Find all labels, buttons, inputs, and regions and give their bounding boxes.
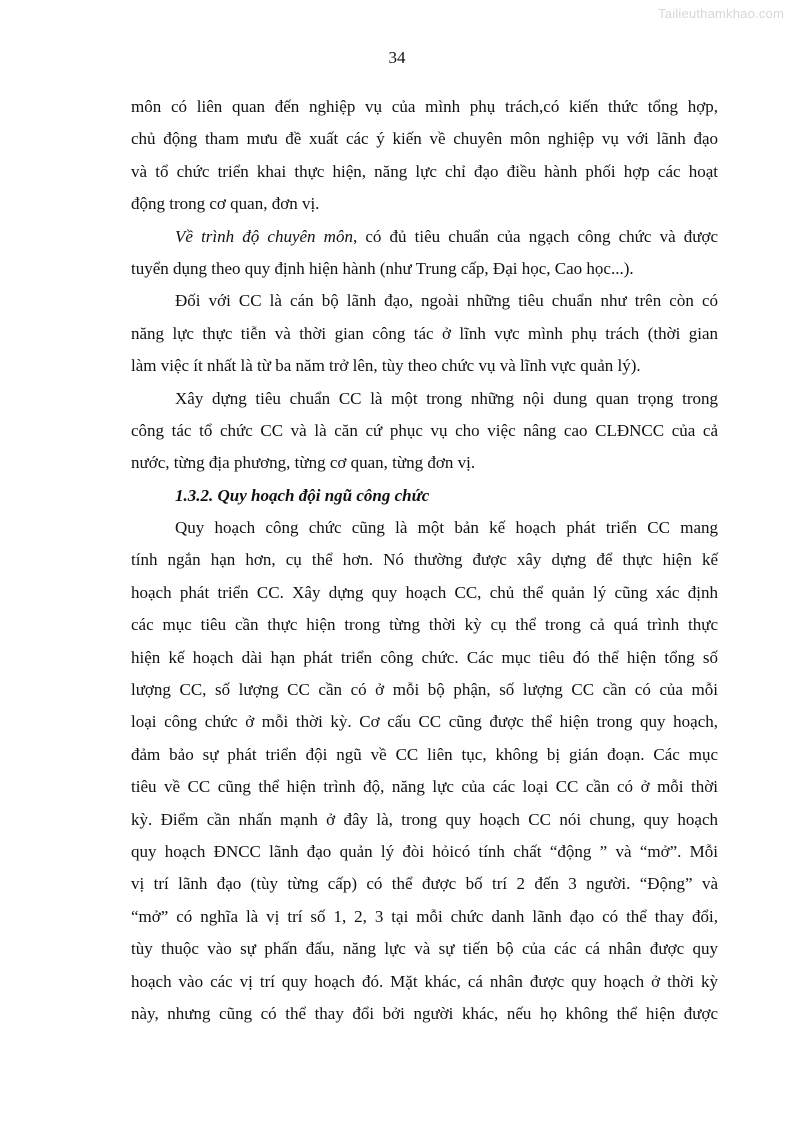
text-line: chủ động tham mưu đề xuất các ý kiến về chuyên môn nghiệp vụ với lãnh đạo xyxy=(131,129,718,149)
paragraph xyxy=(131,383,718,480)
text-line: Đối với CC là cán bộ lãnh đạo, ngoài những tiêu chuẩn như trên còn có xyxy=(175,291,718,311)
text-line: kỳ. Điểm cần nhấn mạnh ở đây là, trong quy hoạch CC nói chung, quy hoạch xyxy=(131,809,718,829)
text-line: làm việc ít nhất là từ ba năm trở lên, tùy theo chức vụ và lĩnh vực quản lý). xyxy=(131,356,641,376)
text-fragment: , có đủ tiêu chuẩn của ngạch công chức và được xyxy=(352,226,718,246)
text-line: công tác tổ chức CC và là căn cứ phục vụ cho việc nâng cao CLĐNCC của cả xyxy=(131,420,718,440)
text-line: tính ngắn hạn hơn, cụ thể hơn. Nó thường được xây dựng để thực hiện kế xyxy=(131,550,718,570)
text-line: hoạch phát triển CC. Xây dựng quy hoạch CC, chủ thể quản lý cũng xác định xyxy=(131,582,718,602)
text-line: lượng CC, số lượng CC cần có ở mỗi bộ phận, số lượng CC cần có của mỗi xyxy=(131,680,718,700)
text-line: năng lực thực tiễn và thời gian công tác ở lĩnh vực mình phụ trách (thời gian xyxy=(131,323,718,343)
paragraph xyxy=(131,91,718,221)
watermark: Tailieuthamkhao.com xyxy=(658,6,784,21)
text-line: tuyển dụng theo quy định hiện hành (như Trung cấp, Đại học, Cao học...). xyxy=(131,258,634,278)
text-line: các mục tiêu cần thực hiện trong từng thời kỳ cụ thể trong cả quá trình thực xyxy=(131,615,718,635)
text-line: “mở” có nghĩa là vị trí số 1, 2, 3 tại mỗi chức danh lãnh đạo có thể thay đổi, xyxy=(131,906,718,926)
text-line: Quy hoạch công chức cũng là một bản kế hoạch phát triển CC mang xyxy=(175,518,718,538)
paragraph xyxy=(131,512,718,1030)
text-line: động trong cơ quan, đơn vị. xyxy=(131,194,320,214)
section-heading: 1.3.2. Quy hoạch đội ngũ công chức xyxy=(175,485,430,505)
text-line: và tổ chức triển khai thực hiện, năng lực chỉ đạo điều hành phối hợp các hoạt xyxy=(131,161,718,181)
text-line: vị trí lãnh đạo (tùy từng cấp) có thể được bố trí 2 đến 3 người. “Động” và xyxy=(131,874,718,894)
text-line: quy hoạch ĐNCC lãnh đạo quản lý đòi hỏicó tính chất “động ” và “mở”. Mỗi xyxy=(131,841,718,861)
text-line xyxy=(131,221,718,253)
paragraph xyxy=(131,221,718,286)
italic-phrase: Về trình độ chuyên môn xyxy=(175,226,353,246)
text-line: này, nhưng cũng có thể thay đổi bởi người khác, nếu họ không thể hiện được xyxy=(131,1003,718,1023)
text-line: nước, từng địa phương, từng cơ quan, từng đơn vị. xyxy=(131,453,476,473)
text-line: loại công chức ở mỗi thời kỳ. Cơ cấu CC cũng được thể hiện trong quy hoạch, xyxy=(131,712,718,732)
text-line: môn có liên quan đến nghiệp vụ của mình phụ trách,có kiến thức tổng hợp, xyxy=(131,97,718,116)
document-body xyxy=(131,91,718,1030)
text-line: tùy thuộc vào sự phấn đấu, năng lực và sự tiến bộ của các cá nhân được quy xyxy=(131,939,718,959)
page-number: 34 xyxy=(388,48,406,67)
text-line: hiện kế hoạch dài hạn phát triển công chức. Các mục tiêu đó thể hiện tổng số xyxy=(131,647,718,667)
text-line: đảm bảo sự phát triển đội ngũ về CC liên tục, không bị gián đoạn. Các mục xyxy=(131,744,718,764)
text-line: tiêu về CC cũng thể hiện trình độ, năng lực của các loại CC cần có ở mỗi thời xyxy=(131,777,718,797)
text-line: Xây dựng tiêu chuẩn CC là một trong những nội dung quan trọng trong xyxy=(175,388,718,408)
paragraph xyxy=(131,285,718,382)
text-line: hoạch vào các vị trí quy hoạch đó. Mặt khác, cá nhân được quy hoạch ở thời kỳ xyxy=(131,971,718,991)
